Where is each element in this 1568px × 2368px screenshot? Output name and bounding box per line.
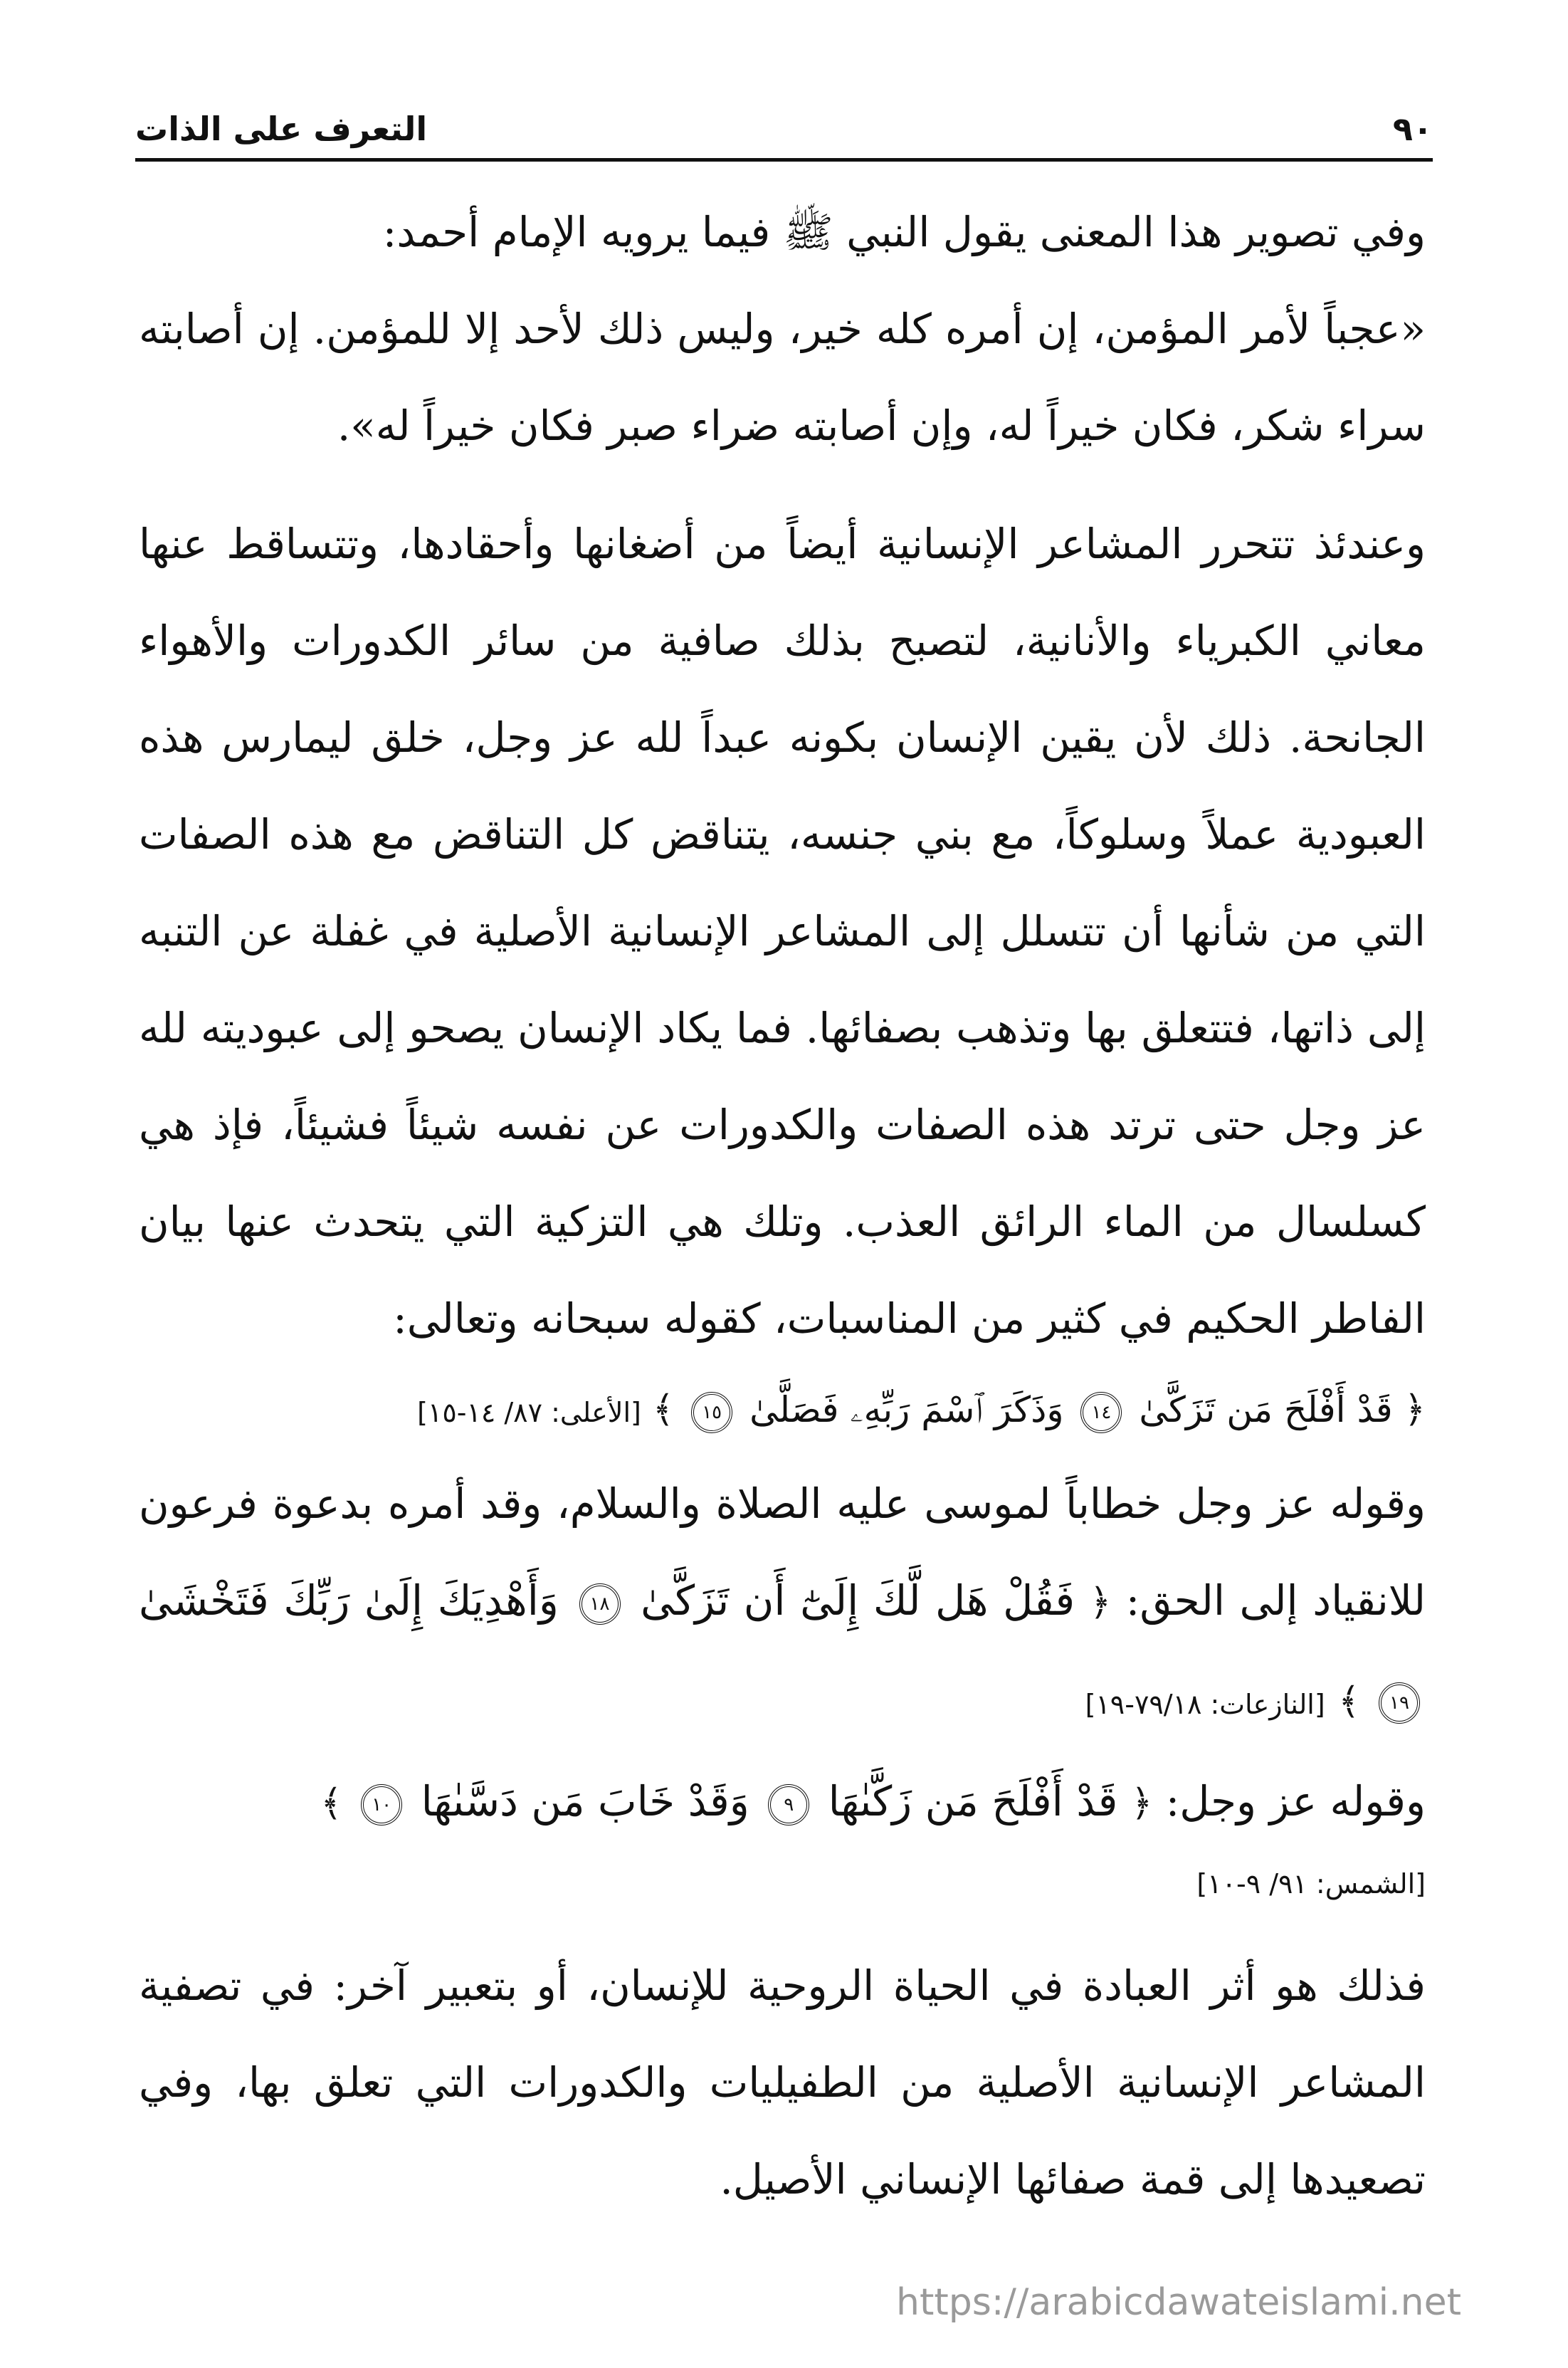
- ayah-number-marker: ١٩: [1379, 1682, 1420, 1724]
- paragraph-6: فذلك هو أثر العبادة في الحياة الروحية للإنسان، أو بتعبير آخر: في تصفية المشاعر الإنسانية الأصلية من الطفيليات والكدورات التي تعلق بها، وفي تصعيدها إلى قمة صفائها الإنساني الأصيل.: [139, 1961, 1426, 2204]
- verse-reference: [الأعلى: ٨٧/ ١٤-١٥]: [417, 1397, 641, 1428]
- page-number: ٩٠: [1392, 110, 1433, 148]
- verse-text: وَقَدْ خَابَ مَن دَسَّىٰهَا: [421, 1777, 749, 1825]
- ornate-bracket-close: ﴾: [1338, 1680, 1360, 1723]
- ornate-bracket-open: ﴿: [1089, 1581, 1112, 1624]
- spacer: [139, 1916, 1426, 1937]
- paragraph-5: [139, 1753, 1426, 1852]
- paragraph-4: [139, 1455, 1426, 1753]
- ornate-bracket-open: ﴿: [1130, 1782, 1153, 1825]
- paragraph-3: وعندئذ تتحرر المشاعر الإنسانية أيضاً من أضغانها وأحقادها، وتتساقط عنها معاني الكبرياء والأنانية، لتصبح بذلك صافية من سائر الكدورات والأهواء الجانحة. ذلك لأن يقين الإنسان بكونه عبداً لله عز وجل، خلق ليمارس هذه العبودية عملاً وسلوكاً، مع بني جنسه، يتناقض كل التناقض مع هذه الصفات التي من شأنها أن تتسلل إلى المشاعر الإنسانية الأصلية في غفلة عن التنبه إلى ذاتها، فتتعلق بها وتذهب بصفائها. فما يكاد الإنسان يصحو إلى عبوديته لله عز وجل حتى ترتد هذه الصفات والكدورات عن نفسه شيئاً فشيئاً، فإذ هي كسلسال من الماء الرائق العذب. وتلك هي التزكية التي يتحدث عنها بيان الفاطر الحكيم في كثير من المناسبات، كقوله سبحانه وتعالى:: [139, 520, 1426, 1343]
- ayah-number-marker: ١٤: [1080, 1392, 1122, 1433]
- ornate-bracket-close: ﴾: [652, 1388, 675, 1431]
- page-body: [139, 184, 1426, 2228]
- chapter-title: التعرف على الذات: [135, 110, 428, 148]
- paragraph-1: وفي تصوير هذا المعنى يقول النبي ﷺ فيما يرويه الإمام أحمد:: [382, 208, 1426, 256]
- spacer: [139, 474, 1426, 496]
- running-header: [135, 84, 1433, 148]
- verse-text: فَقُلْ هَل لَّكَ إِلَىٰٓ أَن تَزَكَّىٰ: [641, 1576, 1075, 1625]
- verse-reference: [النازعات: ٧٩/١٨-١٩]: [1085, 1689, 1325, 1720]
- hadith-quote: «عجباً لأمر المؤمن، إن أمره كله خير، وليس ذلك لأحد إلا للمؤمن. إن أصابته سراء شكر، فكان خيراً له، وإن أصابته ضراء صبر فكان خيراً له».: [139, 305, 1426, 450]
- paragraph-5-text: وقوله عز وجل:: [1165, 1777, 1426, 1825]
- ayah-number-marker: ١٠: [361, 1784, 402, 1825]
- paragraph-4-text: وقوله عز وجل خطاباً لموسى عليه الصلاة والسلام، وقد أمره بدعوة فرعون للانقياد إلى الحق:: [139, 1479, 1426, 1625]
- verse-reference: [الشمس: ٩١/ ٩-١٠]: [1196, 1868, 1426, 1900]
- ornate-bracket-close: ﴾: [320, 1782, 342, 1825]
- header-rule: [135, 158, 1433, 162]
- ayah-number-marker: ١٨: [579, 1583, 621, 1625]
- ayah-number-marker: ٩: [768, 1784, 809, 1825]
- watermark: https://arabicdawateislami.net: [895, 2281, 1461, 2324]
- verse-text: وَذَكَرَ ٱسْمَ رَبِّهِۦ فَصَلَّىٰ: [749, 1389, 1064, 1430]
- verse-block-1: [139, 1367, 1426, 1455]
- verse-text: وَأَهْدِيَكَ إِلَىٰ رَبِّكَ فَتَخْشَىٰ: [139, 1576, 559, 1625]
- verse-text: قَدْ أَفْلَحَ مَن زَكَّىٰهَا: [828, 1777, 1118, 1825]
- ayah-number-marker: ١٥: [691, 1392, 732, 1433]
- ornate-bracket-open: ﴿: [1404, 1388, 1426, 1431]
- verse-text: قَدْ أَفْلَحَ مَن تَزَكَّىٰ: [1139, 1389, 1393, 1430]
